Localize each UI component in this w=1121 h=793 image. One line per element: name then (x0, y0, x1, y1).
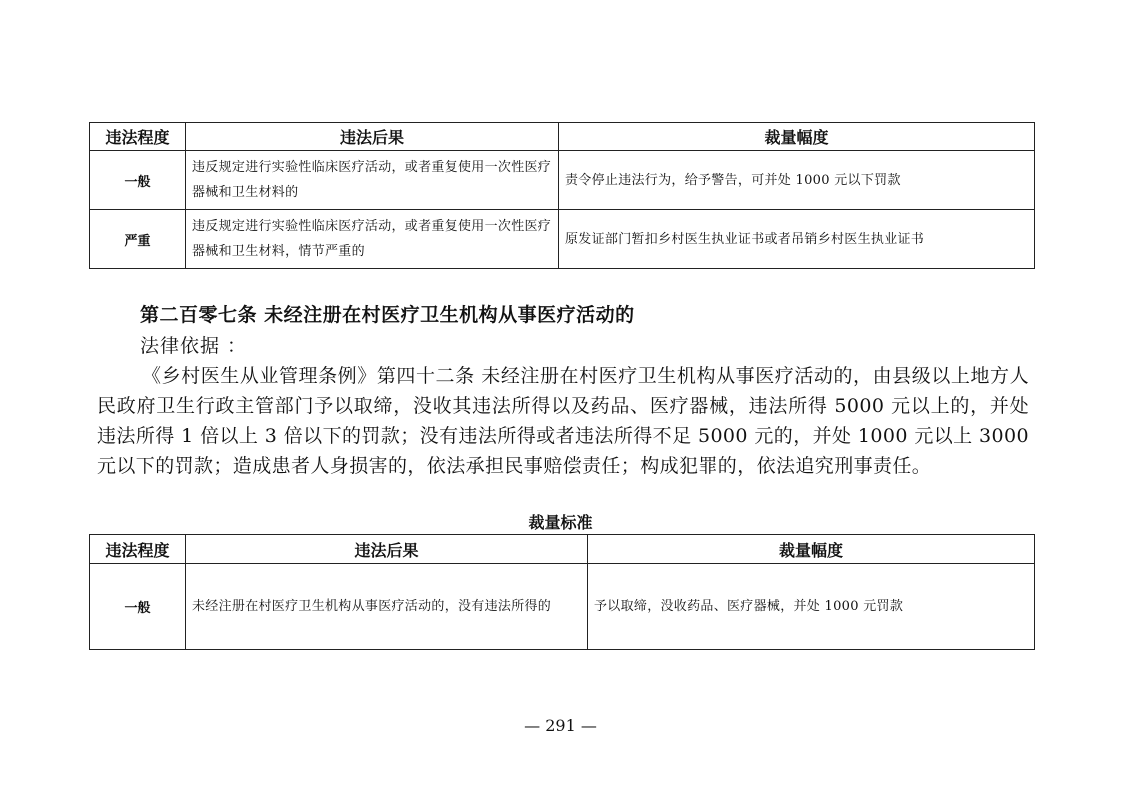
header-violation-level: 违法程度 (90, 123, 186, 151)
violation-level: 一般 (90, 151, 186, 210)
penalty-table-1 (89, 122, 1035, 269)
table-row (90, 210, 1035, 269)
header-violation-level: 违法程度 (90, 535, 186, 564)
legal-basis-label: 法律依据 ： (140, 335, 248, 357)
page-number: — 291 — (524, 716, 597, 735)
penalty-range: 责令停止违法行为，给予警告，可并处 1000 元以下罚款 (559, 151, 1035, 210)
table-header-row (90, 123, 1035, 151)
legal-basis-text: 《乡村医生从业管理条例》第四十二条 未经注册在村医疗卫生机构从事医疗活动的，由县级以上地方人民政府卫生行政主管部门予以取缔，没收其违法所得以及药品、医疗器械，违法所得 5000 元以上的，并处违法所得 1 倍以上 3 倍以下的罚款；没有违法所得或者违法所得不足 5000 元的，并处 1000 元以上 3000 元以下的罚款；造成患者人身损害的，依法承担民事赔偿责任；构成犯罪的，依法追究刑事责任。 (97, 365, 1029, 477)
header-penalty-range: 裁量幅度 (588, 535, 1035, 564)
penalty-table-2 (89, 534, 1035, 650)
violation-consequence: 违反规定进行实验性临床医疗活动，或者重复使用一次性医疗器械和卫生材料，情节严重的 (186, 210, 559, 269)
penalty-range: 予以取缔，没收药品、医疗器械，并处 1000 元罚款 (588, 564, 1035, 650)
violation-level: 严重 (90, 210, 186, 269)
table-row (90, 564, 1035, 650)
penalty-range: 原发证部门暂扣乡村医生执业证书或者吊销乡村医生执业证书 (559, 210, 1035, 269)
header-violation-consequence: 违法后果 (186, 535, 588, 564)
header-violation-consequence: 违法后果 (186, 123, 559, 151)
standard-heading: 裁量标准 (528, 513, 593, 532)
violation-level: 一般 (90, 564, 186, 650)
table-row (90, 151, 1035, 210)
header-penalty-range: 裁量幅度 (559, 123, 1035, 151)
violation-consequence: 未经注册在村医疗卫生机构从事医疗活动的，没有违法所得的 (186, 564, 588, 650)
article-title: 第二百零七条 未经注册在村医疗卫生机构从事医疗活动的 (140, 304, 635, 326)
table-header-row (90, 535, 1035, 564)
violation-consequence: 违反规定进行实验性临床医疗活动，或者重复使用一次性医疗器械和卫生材料的 (186, 151, 559, 210)
